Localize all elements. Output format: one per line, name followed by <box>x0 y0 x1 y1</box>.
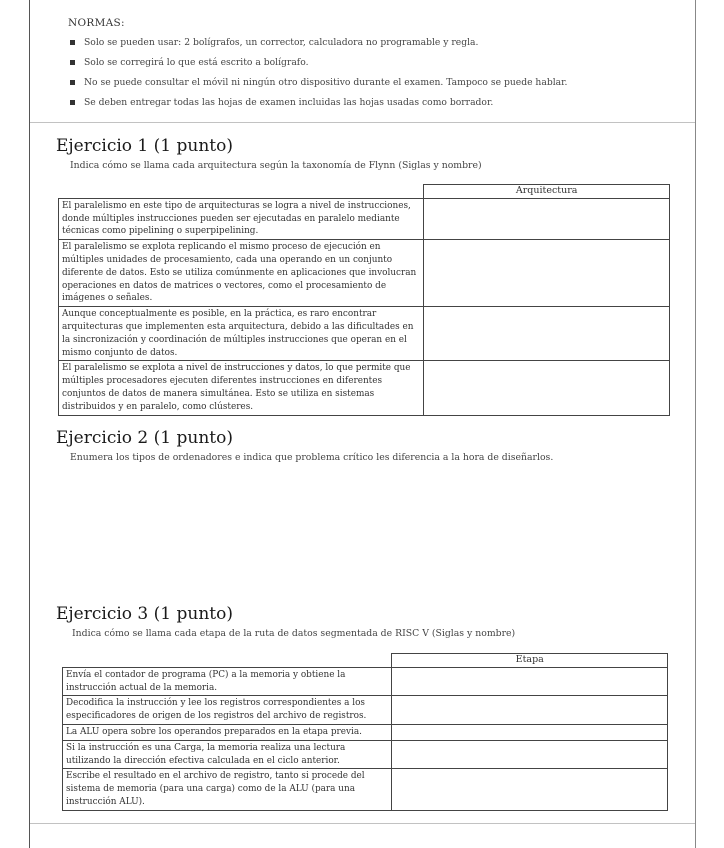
ejercicio3-description: Indica cómo se llama cada etapa de la ruta de datos segmentada de RISC V (Siglas y nombre) <box>72 628 516 639</box>
rules-list <box>70 36 670 116</box>
bullet-icon <box>70 80 75 85</box>
table-row <box>63 667 668 696</box>
table-header-row <box>59 185 670 199</box>
answer-cell[interactable] <box>392 667 668 696</box>
ejercicio1-title: Ejercicio 1 (1 punto) <box>56 136 233 156</box>
table-row <box>63 696 668 725</box>
table-header-arquitectura: Arquitectura <box>424 185 670 199</box>
table-cell-description: Aunque conceptualmente es posible, en la práctica, es raro encontrar arquitecturas que implementen esta arquitectura, debido a las dificultades en la sincronización y coordinación de múltiples instrucciones que operan en el mismo conjunto de datos. <box>59 307 424 361</box>
rule-text: Se deben entregar todas las hojas de examen incluidas las hojas usadas como borrador. <box>84 97 494 108</box>
rule-text: Solo se corregirá lo que está escrito a bolígrafo. <box>84 57 309 68</box>
table-row <box>63 740 668 769</box>
table-row <box>59 198 670 239</box>
table-row <box>63 724 668 740</box>
ejercicio1-description: Indica cómo se llama cada arquitectura según la taxonomía de Flynn (Siglas y nombre) <box>70 160 482 171</box>
answer-cell[interactable] <box>424 307 670 361</box>
table-cell-description: Decodifica la instrucción y lee los registros correspondientes a los especificadores de origen de los registros del archivo de registros. <box>63 696 392 725</box>
rule-text: No se puede consultar el móvil ni ningún otro dispositivo durante el examen. Tampoco se puede hablar. <box>84 77 568 88</box>
ejercicio3-title: Ejercicio 3 (1 punto) <box>56 604 233 624</box>
page-right-edge <box>695 0 696 848</box>
table-header-blank <box>59 185 424 199</box>
rule-text: Solo se pueden usar: 2 bolígrafos, un corrector, calculadora no programable y regla. <box>84 37 479 48</box>
table-cell-description: La ALU opera sobre los operandos preparados en la etapa previa. <box>63 724 392 740</box>
answer-cell[interactable] <box>424 240 670 307</box>
table-row <box>59 361 670 415</box>
table-header-blank <box>63 654 392 668</box>
table-cell-description: Si la instrucción es una Carga, la memoria realiza una lectura utilizando la dirección efectiva calculada en el ciclo anterior. <box>63 740 392 769</box>
table-row <box>63 769 668 810</box>
table-cell-description: El paralelismo se explota replicando el mismo proceso de ejecución en múltiples unidades de procesamiento, cada una operando en un conjunto diferente de datos. Esto se utiliza comúnmente en aplicaciones que involucran operaciones en datos de matrices o vectores, como el procesamiento de imágenes o señales. <box>59 240 424 307</box>
answer-cell[interactable] <box>392 740 668 769</box>
answer-cell[interactable] <box>424 198 670 239</box>
table-cell-description: El paralelismo en este tipo de arquitecturas se logra a nivel de instrucciones, donde múltiples instrucciones pueden ser ejecutadas en paralelo mediante técnicas como pipelining o superpipelining. <box>59 198 424 239</box>
bullet-icon <box>70 100 75 105</box>
bullet-icon <box>70 40 75 45</box>
table-cell-description: Escribe el resultado en el archivo de registro, tanto si procede del sistema de memoria (para una carga) como de la ALU (para una instrucción ALU). <box>63 769 392 810</box>
rule-item <box>70 96 670 116</box>
section-divider <box>30 122 695 123</box>
ejercicio2-title: Ejercicio 2 (1 punto) <box>56 428 233 448</box>
answer-cell[interactable] <box>424 361 670 415</box>
table-row <box>59 307 670 361</box>
rule-item <box>70 76 670 96</box>
rule-item <box>70 56 670 76</box>
ejercicio2-description: Enumera los tipos de ordenadores e indica que problema crítico les diferencia a la hora de diseñarlos. <box>70 452 554 463</box>
rule-item <box>70 36 670 56</box>
answer-cell[interactable] <box>392 724 668 740</box>
bullet-icon <box>70 60 75 65</box>
normas-title: NORMAS: <box>68 17 125 29</box>
answer-cell[interactable] <box>392 696 668 725</box>
table-cell-description: El paralelismo se explota a nivel de instrucciones y datos, lo que permite que múltiples procesadores ejecuten diferentes instrucciones en diferentes conjuntos de datos de manera simultánea. Esto se utiliza en sistemas distribuidos y en paralelo, como clústeres. <box>59 361 424 415</box>
page-left-edge <box>29 0 30 848</box>
table-cell-description: Envía el contador de programa (PC) a la memoria y obtiene la instrucción actual de la memoria. <box>63 667 392 696</box>
ejercicio1-table <box>58 184 670 416</box>
table-row <box>59 240 670 307</box>
table-header-etapa: Etapa <box>392 654 668 668</box>
ejercicio3-table <box>62 653 668 811</box>
answer-cell[interactable] <box>392 769 668 810</box>
table-header-row <box>63 654 668 668</box>
page-bottom-line <box>30 823 695 824</box>
